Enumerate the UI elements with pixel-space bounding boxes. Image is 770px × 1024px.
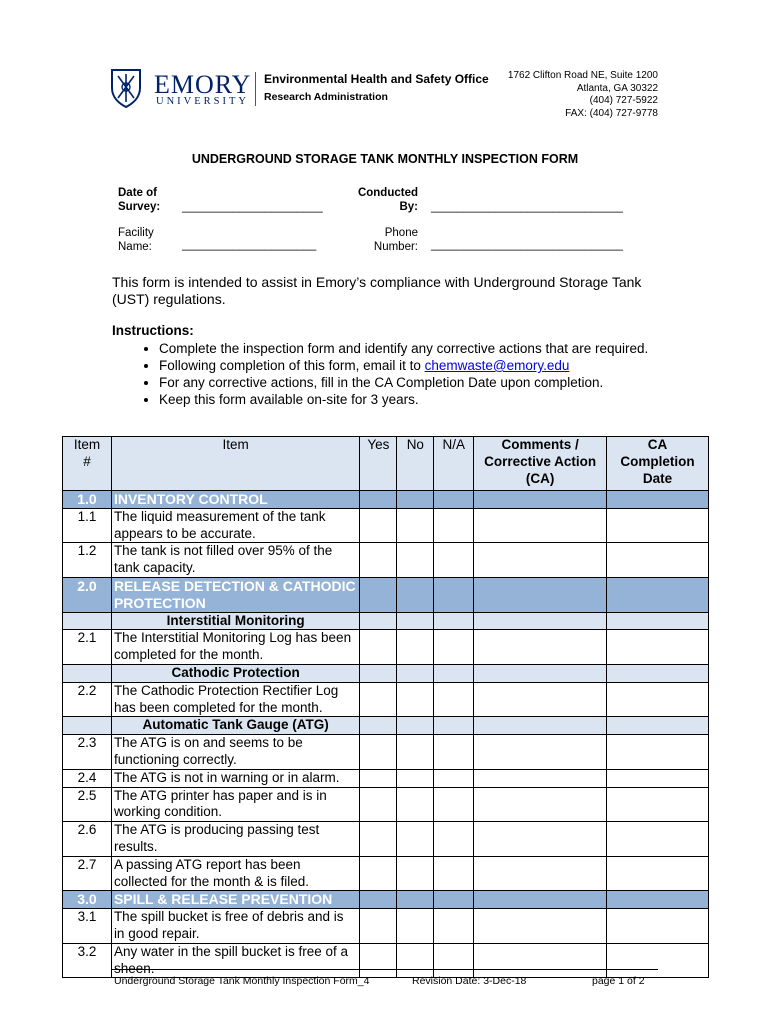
instruction-item: • Keep this form available on-site for 3 years. [159,391,699,408]
item-number: 2.5 [63,787,112,822]
logo-subtitle: UNIVERSITY [156,96,249,107]
header-ca-completion-date: CA Completion Date [607,437,709,491]
na-cell[interactable] [434,735,474,770]
table-row [63,822,709,857]
section-row [63,491,709,509]
no-cell[interactable] [397,508,434,543]
phone-number-field[interactable]: ______________________________ [431,239,623,251]
na-cell[interactable] [434,508,474,543]
comments-cell[interactable] [474,787,607,822]
item-number: 2.6 [63,822,112,857]
section-number: 2.0 [63,577,112,612]
subsection-row [63,664,709,682]
item-number: 3.1 [63,909,112,944]
na-cell[interactable] [434,822,474,857]
section-title: INVENTORY CONTROL [111,491,359,509]
ca-date-cell[interactable] [607,769,709,787]
item-number: 2.3 [63,735,112,770]
table-row [63,682,709,717]
ca-date-cell[interactable] [607,543,709,578]
no-cell[interactable] [397,682,434,717]
comments-cell[interactable] [474,508,607,543]
instruction-item: • For any corrective actions, fill in the CA Completion Date upon completion. [159,374,699,391]
header-no: No [397,437,434,491]
ca-date-cell[interactable] [607,856,709,891]
comments-cell[interactable] [474,630,607,665]
na-cell[interactable] [434,787,474,822]
item-text: A passing ATG report has been collected for the month & is filed. [111,856,359,891]
footer-divider [112,969,658,970]
item-text: The ATG is not in warning or in alarm. [111,769,359,787]
item-text: The ATG printer has paper and is in working condition. [111,787,359,822]
table-row [63,856,709,891]
yes-cell[interactable] [360,630,397,665]
label-line: Survey: [118,201,161,213]
comments-cell[interactable] [474,822,607,857]
table-row [63,735,709,770]
na-cell[interactable] [434,909,474,944]
label-line: Conducted [357,187,418,199]
item-number: 2.4 [63,769,112,787]
subsection-row [63,612,709,630]
header-yes: Yes [360,437,397,491]
instruction-item: • Complete the inspection form and identify any corrective actions that are required. [159,340,699,357]
label-line: Phone [384,227,418,239]
item-text: The ATG is on and seems to be functioning correctly. [111,735,359,770]
subsection-row [63,717,709,735]
no-cell[interactable] [397,943,434,978]
label-line: Date of [118,187,157,199]
instruction-text: Following completion of this form, email it to [159,358,425,373]
section-number: 3.0 [63,891,112,909]
inspection-table [62,436,709,978]
no-cell[interactable] [397,787,434,822]
label-line: Facility [118,227,154,239]
office-address [508,70,658,120]
email-link[interactable]: chemwaste@emory.edu [424,358,570,373]
table-row [63,787,709,822]
emory-shield-icon [110,68,142,108]
yes-cell[interactable] [360,769,397,787]
table-row [63,508,709,543]
header-na: N/A [434,437,474,491]
no-cell[interactable] [397,856,434,891]
ca-date-cell[interactable] [607,787,709,822]
logo-divider [255,72,256,106]
item-text: The liquid measurement of the tank appears to be accurate. [111,508,359,543]
ca-date-cell[interactable] [607,909,709,944]
yes-cell[interactable] [360,682,397,717]
no-cell[interactable] [397,543,434,578]
table-header-row [63,437,709,491]
item-text: The Interstitial Monitoring Log has been completed for the month. [111,630,359,665]
yes-cell[interactable] [360,856,397,891]
table-row [63,909,709,944]
table-row [63,769,709,787]
no-cell[interactable] [397,769,434,787]
na-cell[interactable] [434,630,474,665]
item-number: 2.1 [63,630,112,665]
office-subtitle: Research Administration [264,91,388,103]
item-text: The ATG is producing passing test results. [111,822,359,857]
no-cell[interactable] [397,630,434,665]
label-line: Name: [118,241,152,253]
facility-name-label [118,226,154,254]
na-cell[interactable] [434,856,474,891]
table-row [63,943,709,978]
comments-cell[interactable] [474,543,607,578]
yes-cell[interactable] [360,508,397,543]
no-cell[interactable] [397,822,434,857]
facility-name-field[interactable]: _____________________ [182,239,317,251]
footer-revision-date: Revision Date: 3-Dec-18 [412,975,527,987]
label-line: By: [399,201,418,213]
date-of-survey-label [118,186,160,214]
footer-form-name: Underground Storage Tank Monthly Inspection Form_4 [114,975,370,987]
date-of-survey-field[interactable]: ______________________ [182,201,323,213]
emory-logo [110,68,260,110]
na-cell[interactable] [434,943,474,978]
comments-cell[interactable] [474,682,607,717]
footer-page-number: page 1 of 2 [592,975,645,987]
instruction-item [159,357,699,374]
yes-cell[interactable] [360,543,397,578]
intro-paragraph: This form is intended to assist in Emory’s compliance with Underground Storage Tank (UST) regulations. [112,274,642,307]
comments-cell[interactable] [474,943,607,978]
ca-date-cell[interactable] [607,735,709,770]
comments-cell[interactable] [474,909,607,944]
section-number: 1.0 [63,491,112,509]
item-text: The Cathodic Protection Rectifier Log has been completed for the month. [111,682,359,717]
yes-cell[interactable] [360,909,397,944]
address-line: 1762 Clifton Road NE, Suite 1200 [507,70,658,81]
comments-cell[interactable] [474,769,607,787]
na-cell[interactable] [434,682,474,717]
office-name: Environmental Health and Safety Office [264,72,489,86]
label-line: Number: [373,241,418,253]
subsection-title: Cathodic Protection [111,664,359,682]
item-number: 2.2 [63,682,112,717]
ca-date-cell[interactable] [607,943,709,978]
comments-cell[interactable] [474,856,607,891]
item-text: Any water in the spill bucket is free of a [111,943,359,978]
ca-date-cell[interactable] [607,822,709,857]
phone-number-label [330,226,418,254]
no-cell[interactable] [397,735,434,770]
yes-cell[interactable] [360,787,397,822]
yes-cell[interactable] [360,735,397,770]
conducted-by-label [330,186,418,214]
header-item-number: Item # [63,437,112,491]
no-cell[interactable] [397,909,434,944]
form-title: UNDERGROUND STORAGE TANK MONTHLY INSPECTION FORM [191,152,579,166]
section-title: SPILL & RELEASE PREVENTION [111,891,359,909]
address-line: Atlanta, GA 30322 [576,82,658,94]
table-row [63,543,709,578]
item-text: The spill bucket is free of debris and is in good repair. [111,909,359,944]
section-row [63,891,709,909]
ca-date-cell[interactable] [607,508,709,543]
instructions-list [112,340,699,408]
ca-date-cell[interactable] [607,682,709,717]
section-row [63,577,709,612]
na-cell[interactable] [434,543,474,578]
address-line: (404) 727-5922 [589,95,658,106]
na-cell[interactable] [434,769,474,787]
item-number: 2.7 [63,856,112,891]
subsection-title: Interstitial Monitoring [111,612,359,630]
logo-wordmark: EMORY [154,70,252,99]
ca-date-cell[interactable] [607,630,709,665]
subsection-title: Automatic Tank Gauge (ATG) [111,717,359,735]
comments-cell[interactable] [474,735,607,770]
section-title: RELEASE DETECTION & CATHODIC PROTECTION [111,577,359,612]
conducted-by-field[interactable]: ______________________________ [431,201,623,213]
item-text: The tank is not filled over 95% of the tank capacity. [111,543,359,578]
table-row [63,630,709,665]
item-number: 1.1 [63,508,112,543]
yes-cell[interactable] [360,822,397,857]
yes-cell[interactable] [360,943,397,978]
item-number: 3.2 [63,943,112,978]
address-line: FAX: (404) 727-9778 [565,107,658,119]
instructions-heading: Instructions: [112,323,194,338]
header-comments: Comments / Corrective Action (CA) [474,437,607,491]
item-number: 1.2 [63,543,112,578]
header-item: Item [111,437,359,491]
